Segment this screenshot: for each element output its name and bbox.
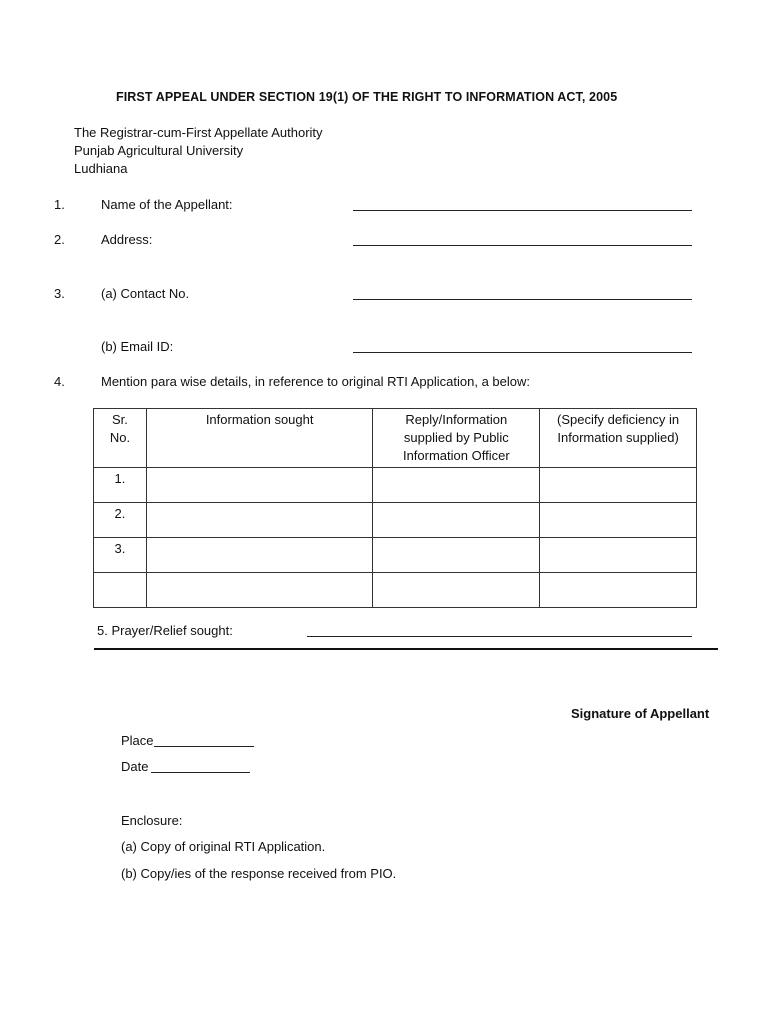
item-number: 1. [54, 197, 65, 212]
item-number: 3. [54, 286, 65, 301]
table-cell[interactable] [146, 503, 373, 538]
addressee-line-2: Punjab Agricultural University [74, 143, 244, 158]
email-field[interactable] [353, 352, 692, 353]
header-reply-information: Reply/Information supplied by Public Information Officer [373, 409, 540, 468]
addressee-line-1: The Registrar-cum-First Appellate Authority [74, 125, 323, 140]
contact-no-field[interactable] [353, 299, 692, 300]
table-cell[interactable] [146, 538, 373, 573]
table-cell[interactable] [146, 468, 373, 503]
details-table [93, 408, 697, 608]
place-field[interactable] [154, 746, 254, 747]
table-cell[interactable] [540, 538, 697, 573]
table-header-row [94, 409, 697, 468]
row-number: 2. [94, 503, 147, 538]
contact-no-label: (a) Contact No. [101, 286, 190, 301]
table-cell[interactable] [540, 573, 697, 608]
row-number [94, 573, 147, 608]
row-number: 3. [94, 538, 147, 573]
item-number: 2. [54, 232, 65, 247]
para-details-label: Mention para wise details, in reference to original RTI Application, a below: [101, 374, 530, 389]
address-field[interactable] [353, 245, 692, 246]
table-row [94, 468, 697, 503]
table-row [94, 503, 697, 538]
table-cell[interactable] [146, 573, 373, 608]
header-deficiency: (Specify deficiency in Information supplied) [540, 409, 697, 468]
address-label: Address: [101, 232, 153, 247]
enclosure-item-b: (b) Copy/ies of the response received from PIO. [121, 866, 397, 881]
divider [94, 648, 718, 650]
signature-label: Signature of Appellant [571, 706, 710, 721]
email-label: (b) Email ID: [101, 339, 174, 354]
item-number: 4. [54, 374, 65, 389]
prayer-field[interactable] [307, 636, 692, 637]
table-cell[interactable] [373, 538, 540, 573]
header-information-sought: Information sought [146, 409, 373, 468]
row-number: 1. [94, 468, 147, 503]
table-cell[interactable] [373, 468, 540, 503]
table-row [94, 573, 697, 608]
enclosure-heading: Enclosure: [121, 813, 183, 828]
place-label: Place [121, 733, 154, 748]
header-sr-no: Sr. No. [94, 409, 147, 468]
table-cell[interactable] [540, 503, 697, 538]
appellant-name-field[interactable] [353, 210, 692, 211]
table-cell[interactable] [540, 468, 697, 503]
enclosure-item-a: (a) Copy of original RTI Application. [121, 839, 326, 854]
table-cell[interactable] [373, 503, 540, 538]
date-field[interactable] [151, 772, 250, 773]
table-row [94, 538, 697, 573]
date-label: Date [121, 759, 149, 774]
addressee-line-3: Ludhiana [74, 161, 128, 176]
appellant-name-label: Name of the Appellant: [101, 197, 233, 212]
form-title: FIRST APPEAL UNDER SECTION 19(1) OF THE RIGHT TO INFORMATION ACT, 2005 [116, 90, 618, 104]
table-cell[interactable] [373, 573, 540, 608]
prayer-label: 5. Prayer/Relief sought: [97, 623, 233, 638]
